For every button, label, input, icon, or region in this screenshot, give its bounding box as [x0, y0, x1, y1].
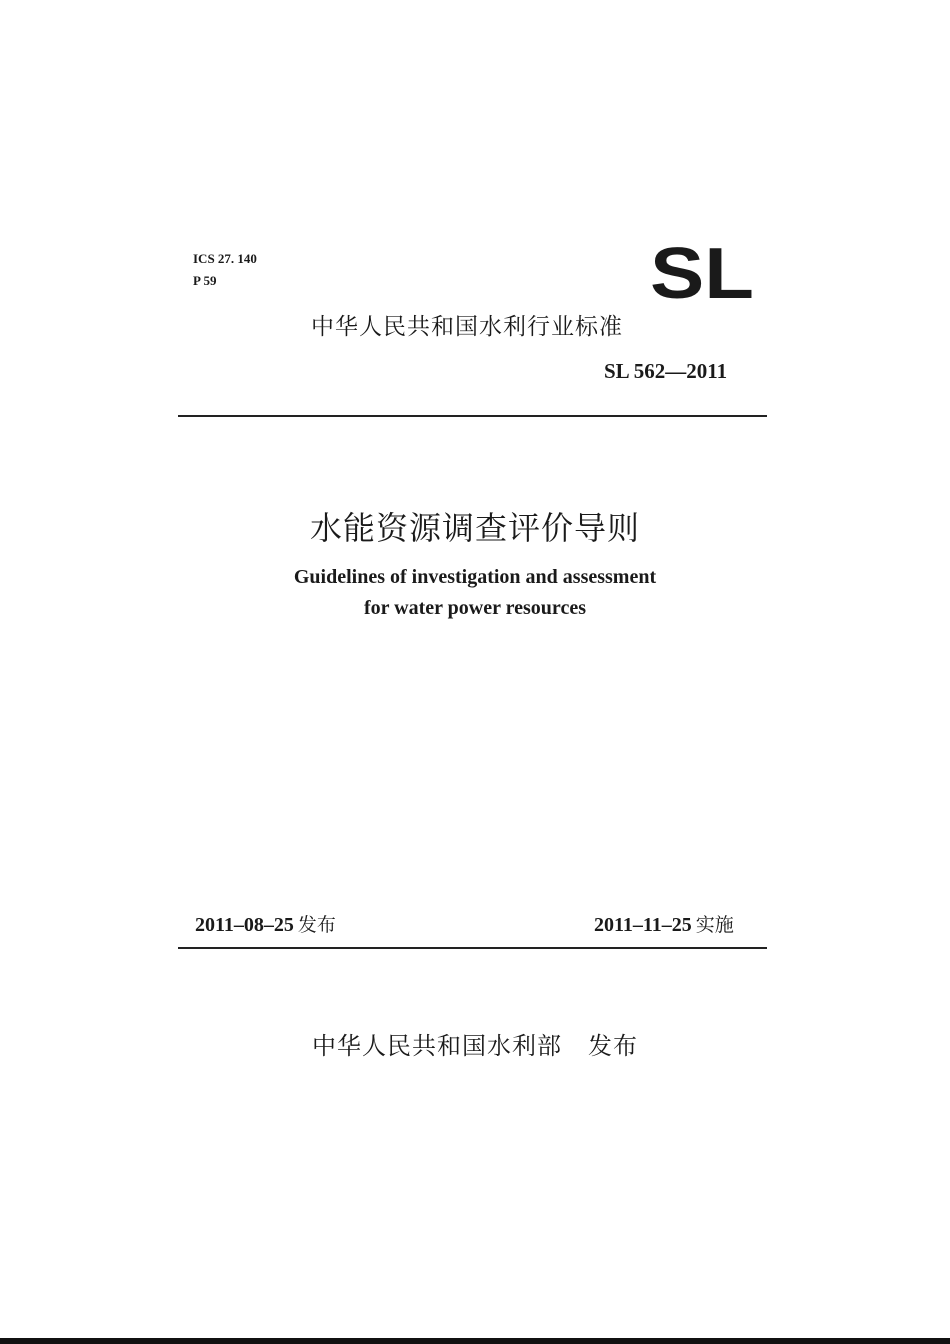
page-bottom-border: [0, 1338, 950, 1344]
publish-date-label: 发布: [297, 914, 336, 936]
publish-date-value: 2011–08–25: [195, 914, 294, 936]
top-divider: [178, 415, 767, 417]
title-english-line2: for water power resources: [364, 597, 586, 619]
issuer: [0, 1026, 950, 1061]
standard-name: 中华人民共和国水利行业标准: [311, 314, 623, 340]
publish-date: [195, 910, 336, 937]
bottom-divider: [178, 947, 767, 949]
effective-date: [594, 910, 734, 937]
effective-date-value: 2011–11–25: [594, 914, 692, 936]
issuer-action: 发布: [588, 1032, 638, 1060]
title-chinese: 水能资源调查评价导则: [309, 509, 640, 547]
ics-code: ICS 27. 140: [193, 251, 257, 266]
sl-logo: [650, 240, 754, 306]
title-english-line1: Guidelines of investigation and assessment: [293, 566, 657, 588]
classification-codes: [193, 248, 257, 292]
ccs-code: P 59: [193, 273, 217, 288]
issuer-name: 中华人民共和国水利部: [312, 1032, 562, 1060]
sl-logo-text: SL: [650, 240, 754, 306]
standard-code: SL 562—2011: [604, 359, 728, 383]
effective-date-label: 实施: [695, 914, 734, 936]
